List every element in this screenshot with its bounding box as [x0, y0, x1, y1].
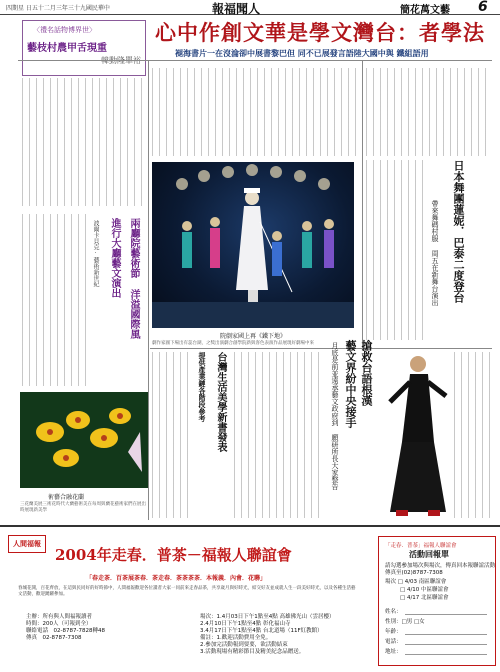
form-address-field[interactable]	[405, 647, 487, 655]
ad-fax-label: 傳真	[26, 635, 38, 641]
ad-note: 2.參加完活動報到要要，欲活動結束	[200, 642, 288, 648]
ad-phone: 02-8787-7828轉48	[53, 628, 105, 634]
ad-description: 春城花開，百花齊放，在這與民同好的好時節中，人間福報歡迎各位讀者大家一同前來走春品茶，共享歲月與好時光，結交好友並成就人生一段美好時光，以及各種生活藝文活動，歡迎踴躍參加。	[18, 586, 356, 597]
section-rule	[150, 348, 492, 349]
ad-schedule-item: 場次：1.4月03日下午1點至4點 高雄佛光山（雲居樓）	[200, 614, 335, 620]
body-text-block	[22, 78, 144, 206]
form-phone-field[interactable]	[405, 637, 487, 645]
form-gender-label[interactable]: 性別：□男 □女	[385, 619, 425, 625]
body-text-block	[152, 68, 360, 156]
right-article-title: 搶救台語根漢	[360, 340, 373, 406]
mid-article-title-2: 進行大廳藝文演出	[109, 218, 120, 298]
body-text-block	[22, 214, 86, 386]
section-rule	[18, 60, 492, 61]
form-name-field[interactable]	[405, 607, 487, 615]
column-rule	[362, 60, 363, 350]
column-rule	[148, 60, 149, 520]
registration-form	[378, 536, 496, 666]
orchid-photo-caption: 術藝合融花蘭	[48, 494, 85, 501]
body-text-block	[234, 352, 324, 518]
form-session-option[interactable]: 場次 □ 4/03 南區聯誼會	[385, 579, 447, 585]
side-article-title: 日本舞團蓮妮．巴泰二度登台	[452, 160, 465, 303]
body-text-block	[454, 352, 492, 518]
ad-fax-row	[26, 635, 105, 642]
stage-performance-photo	[152, 162, 354, 328]
left-article-title: 藝枝村農甲舌現重	[27, 43, 107, 54]
ad-contact-info	[26, 614, 105, 642]
orchid-photo	[20, 392, 148, 488]
form-session-option[interactable]: □ 4/10 中區聯誼會	[400, 587, 449, 593]
left-article-tag: 〈禮名話物博界世〉	[33, 26, 96, 34]
main-headline: 心中作創文華是學文灣台：者學法	[155, 20, 485, 45]
newspaper-name: 報福聞人	[212, 2, 261, 16]
ad-schedule-item: 3.4月17日下午1點至4點 台北道場（11F紅教館）	[200, 628, 323, 634]
right-article-title-2: 藝文界紛中央接手	[344, 340, 357, 428]
ad-time: 時間：200人（可報到全）	[26, 621, 92, 627]
center-article-subtitle: 提供產業鏈各階段參考	[198, 352, 206, 422]
main-subheadline: 褪海書片一在沒淪卻中展書黎巴但 同不已展發言語陸大國中與 鐵組語用	[175, 49, 429, 58]
body-text-block	[152, 352, 192, 518]
ad-contact-label: 聯絡電話	[26, 628, 49, 634]
form-phone-label: 電話：	[385, 639, 402, 645]
form-event-name: 「走春．普茶」福報人聯誼會	[385, 543, 457, 549]
body-text-block	[366, 160, 426, 340]
right-article-subtitle: 月底是前並遠承藝文政府到 願研所長大家整告	[331, 342, 339, 490]
form-address-label: 地址：	[385, 649, 402, 655]
form-session-option[interactable]: □ 4/17 北區聯誼會	[400, 595, 449, 601]
page-number: 6	[478, 0, 488, 15]
form-age-field[interactable]	[405, 627, 487, 635]
form-title: 活動回報單	[409, 550, 449, 559]
issue-date: 四期星 日五十二月三年三十九國民華中	[6, 5, 110, 12]
ad-organizer: 主辦：所有與人間福報讀者	[26, 614, 93, 620]
orchid-photo-caption-note: 三花蘭美展三術花時代大蘭藝術美在每周與蘭花藝術家們在展出時展現新美學	[20, 502, 146, 513]
center-article-title: 台灣生活美學新書發表	[215, 352, 226, 452]
ad-schedule	[200, 614, 335, 656]
form-name-label: 姓名：	[385, 609, 402, 615]
dancer-photo	[388, 352, 448, 518]
ad-headline: 2004年走春．普茶－福報人聯誼會	[55, 546, 292, 564]
left-article-title-box	[22, 20, 146, 76]
form-age-label: 年齡：	[385, 629, 402, 635]
form-fax: 傳真至(02)8787-7308	[385, 570, 443, 576]
ad-note: 3.活動現場有精彩節目及精美紀念品贈送。	[200, 649, 305, 655]
side-article-subtitle: 帶來舞碼村服 周五在新舞台演出	[431, 200, 439, 306]
mid-article-subtitle: 波爾卡貝克·藝術新世紀	[92, 220, 99, 287]
body-text-block	[366, 68, 490, 156]
mid-article-title: 兩廳院藝術節 洋溢國際風	[128, 218, 139, 339]
stage-photo-caption: 院劇家國上再《鐵下地》	[220, 333, 287, 340]
ad-slogan: 「春走茶．百茶展茶春．茶走春．茶茶茶茶．本報義．內會．花聯」	[86, 575, 267, 582]
section-name: 簡花萬文藝	[400, 5, 450, 16]
ad-schedule-item: 2.4月10日下午1點至4點 彰化福山寺	[200, 621, 291, 627]
ad-fax: 02-8787-7308	[42, 635, 82, 641]
form-notes: 請勾選參加場次與場次，傳真回本報聯誼活動	[385, 563, 496, 569]
ad-contact-row	[26, 628, 105, 635]
stage-photo-caption-note: 劇作家國下場出有蕊台湖，之獎出演劇合創學院新與客色表演作品展現好劇場中來	[152, 341, 314, 346]
ad-note: 備註：1.歡迎活動費用全免。	[200, 635, 272, 641]
ad-logo: 人間福報	[8, 535, 46, 553]
